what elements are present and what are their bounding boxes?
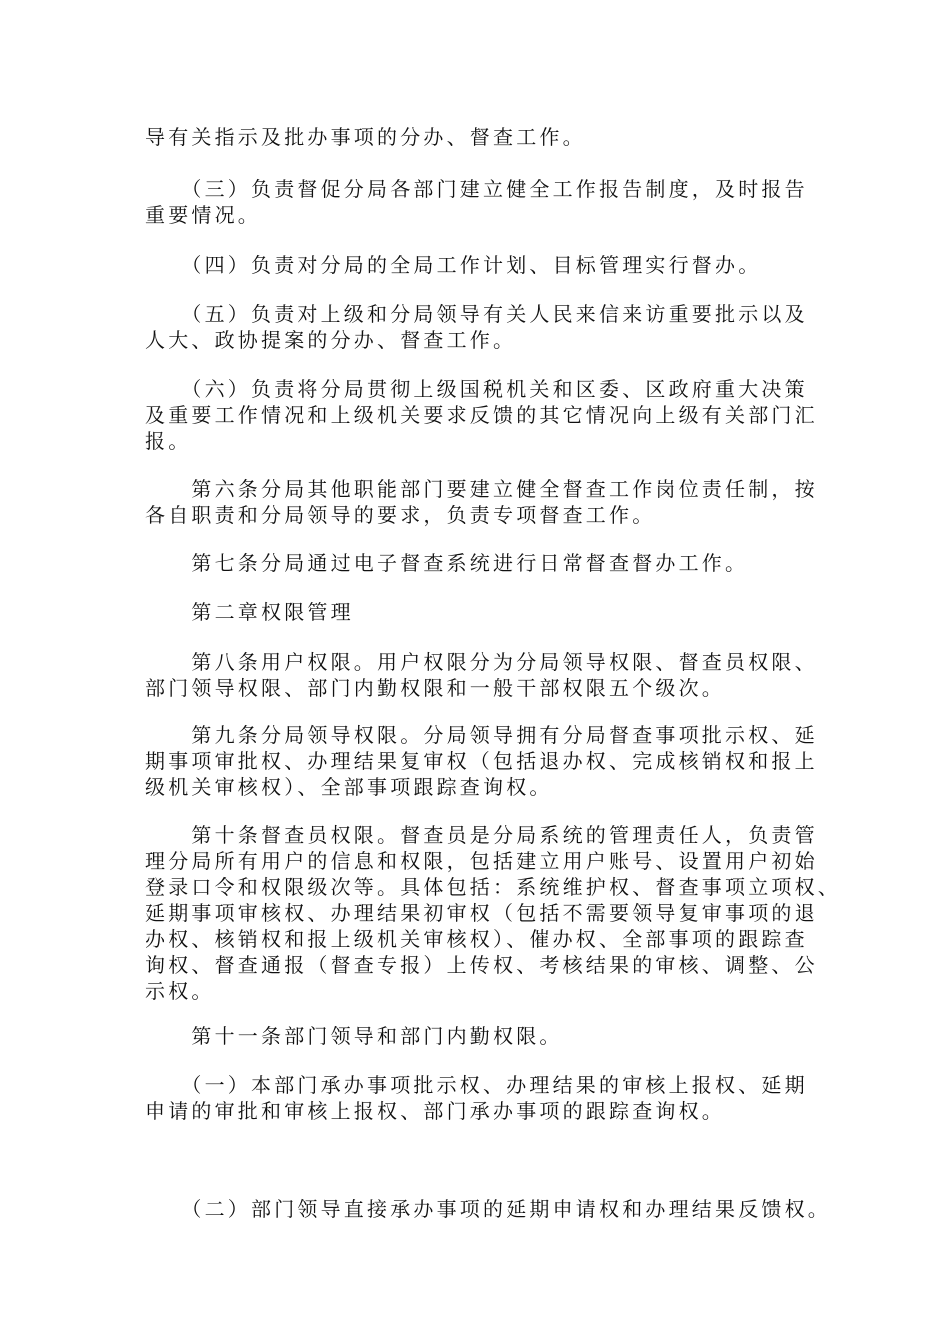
paragraph-1: [145, 124, 810, 150]
text-line: 第八条用户权限。用户权限分为分局领导权限、督查员权限、: [145, 650, 818, 674]
text-line: 第十条督查员权限。督查员是分局系统的管理责任人，负责管: [145, 823, 818, 847]
text-line: 各自职责和分局领导的要求，负责专项督查工作。: [145, 503, 656, 527]
text-line: （一）本部门承办事项批示权、办理结果的审核上报权、延期: [145, 1073, 808, 1097]
text-line: 人大、政协提案的分办、督查工作。: [145, 328, 517, 352]
paragraph-5: [145, 376, 818, 454]
text-line: 理分局所有用户的信息和权限，包括建立用户账号、设置用户初始: [145, 849, 818, 873]
text-line: 第九条分局领导权限。分局领导拥有分局督查事项批示权、延: [145, 723, 818, 747]
text-line: 办权、核销权和报上级机关审核权）、催办权、全部事项的跟踪查: [145, 927, 808, 951]
paragraph-3: [145, 252, 810, 278]
paragraph-6: [145, 476, 818, 528]
paragraph-7: [145, 550, 810, 576]
text-line: 第二章权限管理: [145, 600, 354, 624]
text-line: 第十一条部门领导和部门内勤权限。: [145, 1024, 563, 1048]
paragraph-8: [145, 649, 818, 701]
chapter-heading: [145, 599, 810, 625]
text-line: 延期事项审核权、办理结果初审权（包括不需要领导复审事项的退: [145, 901, 818, 925]
text-line: 申请的审批和审核上报权、部门承办事项的跟踪查询权。: [145, 1099, 725, 1123]
text-line: 重要情况。: [145, 203, 261, 227]
text-line: （五）负责对上级和分局领导有关人民来信来访重要批示以及: [145, 302, 808, 326]
text-line: 登录口令和权限级次等。具体包括：系统维护权、督查事项立项权、: [145, 875, 841, 899]
text-line: 导有关指示及批办事项的分办、督查工作。: [145, 125, 586, 149]
text-line: 示权。: [145, 979, 215, 1003]
text-line: （四）负责对分局的全局工作计划、目标管理实行督办。: [145, 253, 762, 277]
text-line: 报。: [145, 429, 192, 453]
paragraph-9: [145, 722, 818, 800]
text-line: 部门领导权限、部门内勤权限和一般干部权限五个级次。: [145, 676, 725, 700]
text-line: 第六条分局其他职能部门要建立健全督查工作岗位责任制，按: [145, 477, 818, 501]
text-line: （六）负责将分局贯彻上级国税机关和区委、区政府重大决策: [145, 377, 808, 401]
paragraph-10: [145, 822, 841, 1004]
paragraph-2: [145, 176, 810, 228]
paragraph-11: [145, 1023, 810, 1049]
text-line: 及重要工作情况和上级机关要求反馈的其它情况向上级有关部门汇: [145, 403, 818, 427]
text-line: （二）部门领导直接承办事项的延期申请权和办理结果反馈权。: [145, 1197, 831, 1221]
text-line: （三）负责督促分局各部门建立健全工作报告制度，及时报告: [145, 177, 808, 201]
text-line: 期事项审批权、办理结果复审权（包括退办权、完成核销权和报上: [145, 749, 818, 773]
paragraph-4: [145, 301, 810, 353]
paragraph-12: [145, 1072, 810, 1124]
paragraph-13: [145, 1196, 831, 1222]
text-line: 第七条分局通过电子督查系统进行日常督查督办工作。: [145, 551, 749, 575]
text-line: 级机关审核权）、全部事项跟踪查询权。: [145, 775, 553, 799]
text-line: 询权、督查通报（督查专报）上传权、考核结果的审核、调整、公: [145, 953, 818, 977]
